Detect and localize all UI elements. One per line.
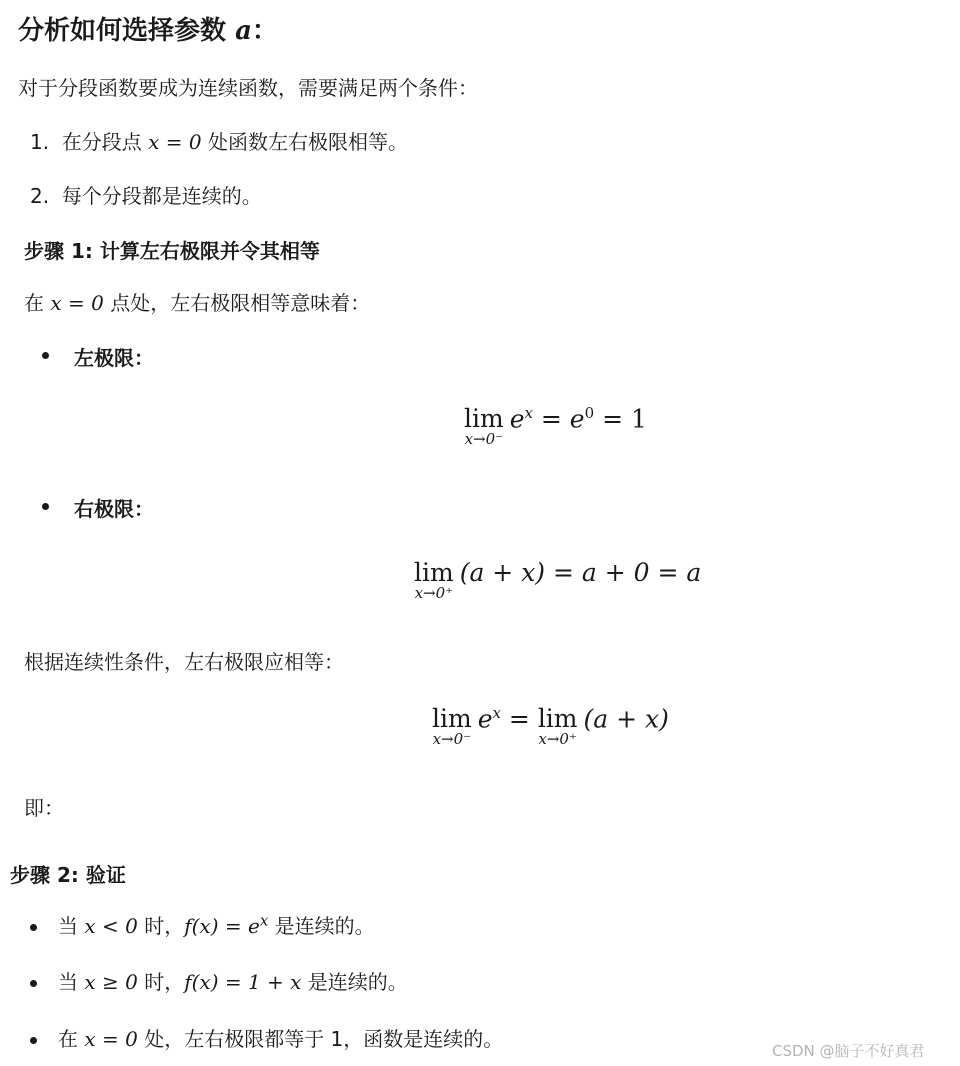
- verify-item-3: 在 x = 0 处，左右极限都等于 1，函数是连续的。: [58, 1027, 504, 1051]
- bullet-dot: [42, 352, 49, 359]
- ji-text: 即：: [24, 796, 64, 820]
- intro-text: 对于分段函数要成为连续函数，需要满足两个条件：: [18, 76, 478, 100]
- verify-item-1: 当 x < 0 时，$f(x) = e^x$ 是连续的。: [58, 911, 375, 938]
- left-limit-formula: lim x→0⁻ $e^x = e^0 = 1$: [464, 404, 647, 449]
- condition-item-2: 2. 每个分段都是连续的。: [30, 184, 262, 208]
- verify-item-2: 当 x ≥ 0 时，f(x) = 1 + x 是连续的。: [58, 970, 408, 994]
- step1-intro: 在 x = 0 点处，左右极限相等意味着：: [24, 291, 371, 315]
- right-limit-label: 右极限：: [74, 497, 154, 521]
- right-limit-formula: lim x→0⁺ (a + x) = a + 0 = a: [414, 558, 702, 602]
- equal-limits-formula: lim x→0⁻ $e^x = \lim$ x→0⁺ (a + x): [432, 704, 669, 749]
- list-number: 1.: [30, 130, 50, 154]
- bullet-dot: [30, 980, 37, 987]
- bullet-dot: [30, 1037, 37, 1044]
- left-limit-label: 左极限：: [74, 346, 154, 370]
- page-title: 分析如何选择参数 a：: [18, 16, 278, 46]
- condition-text: 根据连续性条件，左右极限应相等：: [24, 650, 344, 674]
- step2-heading: 步骤 2: 验证: [10, 863, 126, 887]
- list-number: 2.: [30, 184, 50, 208]
- bullet-dot: [30, 924, 37, 931]
- bullet-dot: [42, 503, 49, 510]
- step1-heading: 步骤 1: 计算左右极限并令其相等: [24, 239, 320, 263]
- condition-item-1: 1. 在分段点 x = 0 处函数左右极限相等。: [30, 130, 409, 154]
- watermark: CSDN @脑子不好真君: [772, 1042, 925, 1060]
